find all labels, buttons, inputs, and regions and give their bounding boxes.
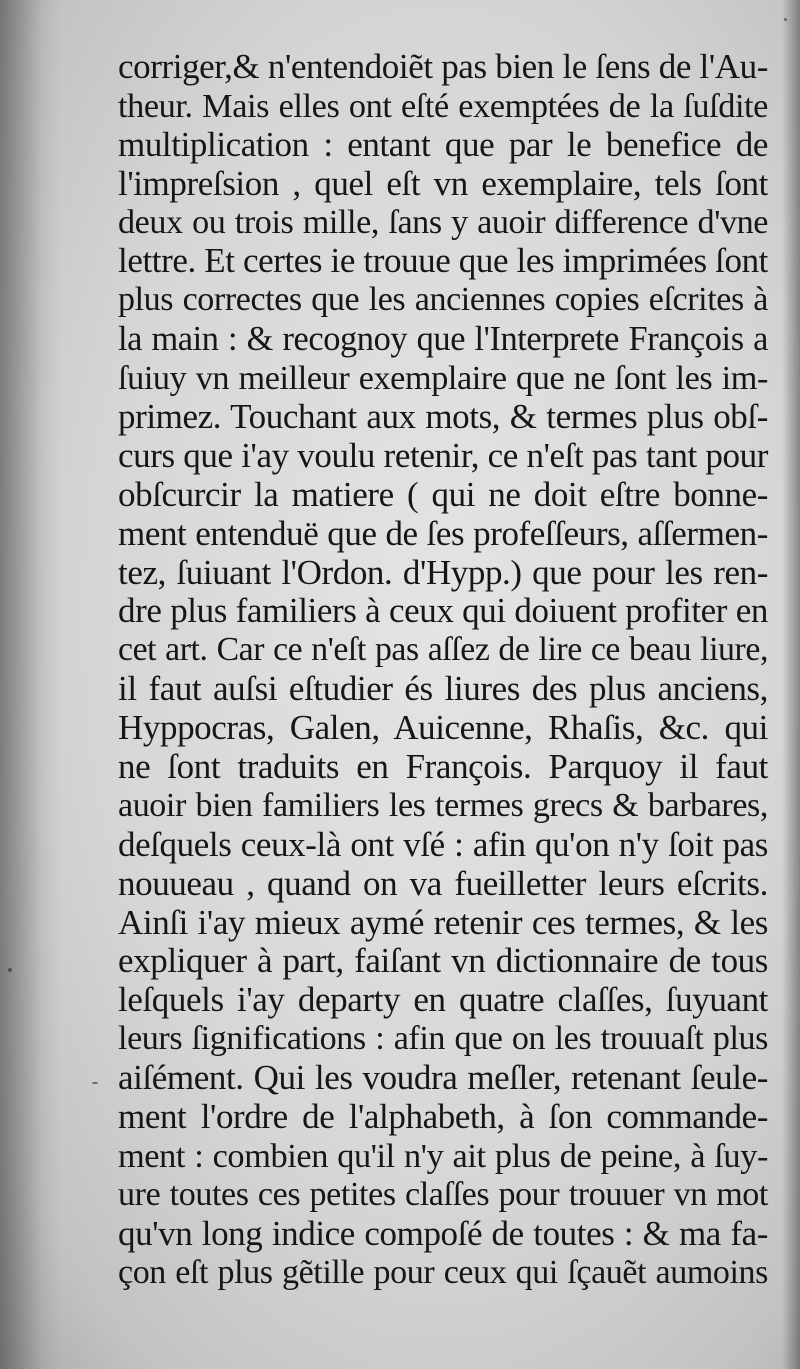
text-line: leurs ſignifications : afin que on les trouuaſt plus	[118, 1020, 768, 1058]
text-line: la main : & recognoy que l'Interprete François a	[118, 320, 768, 359]
gutter-shadow	[0, 0, 60, 1369]
paper-speck	[784, 18, 787, 21]
text-line: theur. Mais elles ont eſté exemptées de la ſuſdite	[118, 86, 768, 125]
paper-speck	[92, 1082, 98, 1084]
text-line: deux ou trois mille, ſans y auoir difference d'vne	[118, 203, 768, 241]
text-line: ne ſont traduits en François. Parquoy il faut	[118, 747, 768, 787]
text-line: Ainſi i'ay mieux aymé retenir ces termes, & les	[118, 902, 768, 942]
text-line: il faut auſsi eſtudier és liures des plus anciens,	[118, 669, 768, 709]
text-line: primez. Touchant aux mots, & termes plus obſ-	[118, 397, 768, 437]
text-line: obſcurcir la matiere ( qui ne doit eſtre bonne-	[118, 474, 768, 514]
text-line: ſuiuy vn meilleur exemplaire que ne ſont les im-	[118, 359, 768, 398]
text-line: l'impreſsion , quel eſt vn exemplaire, tels ſont	[118, 163, 768, 203]
text-line: ment entenduë que de ſes profeſſeurs, aſſermen-	[118, 513, 768, 553]
text-line: Hyppocras, Galen, Auicenne, Rhaſis, &c. qui	[118, 708, 768, 748]
text-line: lettre. Et certes ie trouue que les imprimées ſont	[118, 241, 768, 281]
text-line: aiſément. Qui les voudra meſler, retenant ſeule-	[118, 1058, 768, 1098]
text-line: tez, ſuiuant l'Ordon. d'Hypp.) que pour les ren-	[118, 552, 768, 592]
text-line: ment : combien qu'il n'y ait plus de peine, à ſuy-	[118, 1136, 768, 1175]
text-line: auoir bien familiers les termes grecs & barbares,	[118, 786, 768, 824]
text-line: multiplication : entant que par le benefice de	[118, 124, 768, 164]
text-line: corriger,& n'entendoiẽt pas bien le ſens de l'Au-	[118, 47, 768, 86]
text-line: cet art. Car ce n'eſt pas aſſez de lire ce beau liure,	[118, 631, 768, 669]
text-line: plus correctes que les anciennes copies eſcrites à	[118, 281, 768, 319]
text-line: dre plus familiers à ceux qui doiuent profiter en	[118, 591, 768, 631]
paper-speck	[8, 968, 12, 972]
body-text	[118, 48, 768, 1293]
text-line: nouueau , quand on va fueilletter leurs eſcrits.	[118, 863, 768, 903]
text-line: deſquels ceux-là ont vſé : afin qu'on n'y ſoit pas	[118, 824, 768, 864]
text-line: ment l'ordre de l'alphabeth, à ſon commande-	[118, 1097, 768, 1137]
text-line: expliquer à part, faiſant vn dictionnaire de tous	[118, 941, 768, 981]
text-line: curs que i'ay voulu retenir, ce n'eſt pas tant pour	[118, 435, 768, 475]
page-edge-shadow	[782, 0, 800, 1369]
text-line: qu'vn long indice compoſé de toutes : & ma fa-	[118, 1213, 768, 1253]
text-line: leſquels i'ay departy en quatre claſſes, ſuyuant	[118, 980, 768, 1020]
text-line: çon eſt plus gẽtille pour ceux qui ſçauẽt aumoins	[118, 1253, 768, 1291]
text-line: ure toutes ces petites claſſes pour trouuer vn mot	[118, 1175, 768, 1213]
